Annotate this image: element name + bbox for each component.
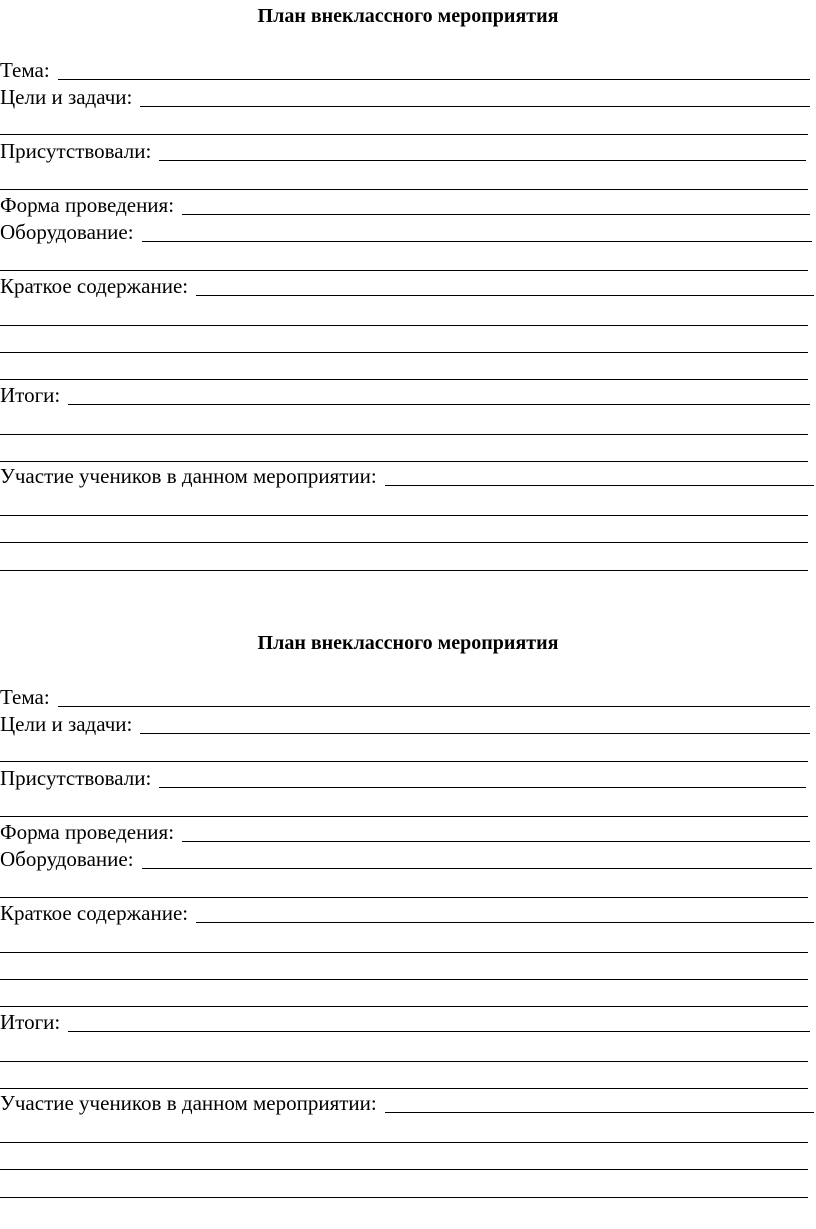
format-row (0, 818, 810, 845)
participation-fill-line[interactable] (385, 1112, 814, 1113)
summary-extra-line-2[interactable] (0, 352, 808, 353)
attended-label: Присутствовали: (0, 766, 152, 790)
summary-row (0, 899, 814, 926)
equipment-label: Оборудование: (0, 847, 134, 871)
form-title: План внеклассного мероприятия (257, 5, 559, 27)
goals-fill-line[interactable] (140, 733, 810, 734)
event-plan-form-2 (0, 627, 816, 1227)
participation-label: Участие учеников в данном мероприятии: (0, 464, 377, 488)
goals-label: Цели и задачи: (0, 712, 133, 736)
attended-fill-line[interactable] (159, 787, 806, 788)
goals-label: Цели и задачи: (0, 85, 133, 109)
summary-fill-line[interactable] (196, 922, 814, 923)
participation-extra-line-1[interactable] (0, 515, 808, 516)
attended-label: Присутствовали: (0, 139, 152, 163)
goals-extra-line[interactable] (0, 761, 808, 762)
summary-extra-line-1[interactable] (0, 325, 808, 326)
attended-row (0, 137, 806, 164)
results-fill-line[interactable] (68, 1031, 810, 1032)
goals-fill-line[interactable] (140, 106, 810, 107)
goals-extra-line[interactable] (0, 134, 808, 135)
summary-extra-line-3[interactable] (0, 1006, 808, 1007)
summary-row (0, 272, 814, 299)
results-label: Итоги: (0, 1010, 61, 1034)
format-label: Форма проведения: (0, 193, 175, 217)
results-fill-line[interactable] (68, 404, 810, 405)
participation-extra-line-2[interactable] (0, 542, 808, 543)
participation-label: Участие учеников в данном мероприятии: (0, 1091, 377, 1115)
summary-extra-line-2[interactable] (0, 979, 808, 980)
equipment-extra-line[interactable] (0, 270, 808, 271)
attended-row (0, 764, 806, 791)
summary-extra-line-1[interactable] (0, 952, 808, 953)
topic-label: Тема: (0, 58, 50, 82)
form-title: План внеклассного мероприятия (257, 632, 559, 654)
equipment-label: Оборудование: (0, 220, 134, 244)
equipment-fill-line[interactable] (142, 241, 812, 242)
summary-fill-line[interactable] (196, 295, 814, 296)
goals-row (0, 83, 810, 110)
participation-row (0, 462, 814, 489)
attended-fill-line[interactable] (159, 160, 806, 161)
topic-row (0, 56, 810, 83)
equipment-row (0, 218, 812, 245)
participation-row (0, 1089, 814, 1116)
topic-fill-line[interactable] (58, 706, 810, 707)
participation-extra-line-1[interactable] (0, 1142, 808, 1143)
attended-extra-line[interactable] (0, 189, 808, 190)
results-extra-line-1[interactable] (0, 434, 808, 435)
topic-fill-line[interactable] (58, 79, 810, 80)
attended-extra-line[interactable] (0, 816, 808, 817)
summary-label: Краткое содержание: (0, 901, 189, 925)
summary-label: Краткое содержание: (0, 274, 189, 298)
event-plan-form-1 (0, 0, 816, 600)
equipment-row (0, 845, 812, 872)
equipment-fill-line[interactable] (142, 868, 812, 869)
results-row (0, 381, 810, 408)
topic-row (0, 683, 810, 710)
results-extra-line-1[interactable] (0, 1061, 808, 1062)
participation-extra-line-2[interactable] (0, 1169, 808, 1170)
topic-label: Тема: (0, 685, 50, 709)
equipment-extra-line[interactable] (0, 897, 808, 898)
results-row (0, 1008, 810, 1035)
format-fill-line[interactable] (182, 214, 810, 215)
results-label: Итоги: (0, 383, 61, 407)
format-row (0, 191, 810, 218)
participation-fill-line[interactable] (385, 485, 814, 486)
summary-extra-line-3[interactable] (0, 379, 808, 380)
participation-extra-line-3[interactable] (0, 1197, 808, 1198)
format-fill-line[interactable] (182, 841, 810, 842)
goals-row (0, 710, 810, 737)
participation-extra-line-3[interactable] (0, 570, 808, 571)
format-label: Форма проведения: (0, 820, 175, 844)
